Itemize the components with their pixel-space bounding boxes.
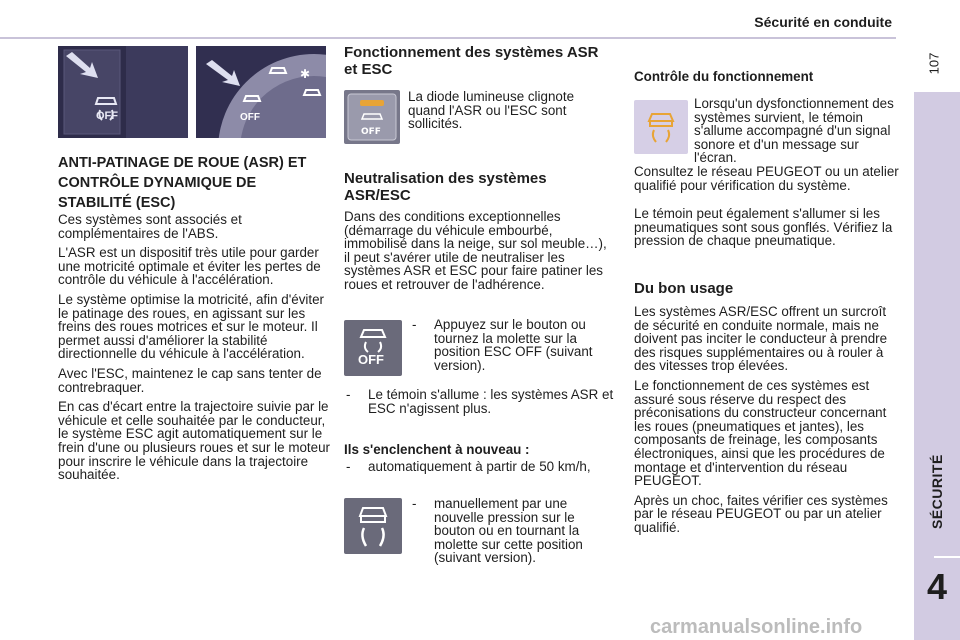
paragraph: Les systèmes ASR/ESC offrent un surcroît de sécurité en conduite normale, mais ne doivent pas inciter le conducteur à prendre des risques supplémentaires ou à rouler à des vitesses trop élevées. (634, 304, 888, 374)
paragraph: Avec l'ESC, maintenez le cap sans tenter de contrebraquer. (58, 365, 322, 395)
dash-bullet: - (412, 496, 417, 511)
operation-heading: Fonctionnement des systèmes ASR et ESC (344, 44, 599, 78)
neutralisation-text: Dans des conditions exceptionnelles (démarrage du véhicule embourbé, immobilisé dans la neige, sur sol meuble…), il peut s'avérer utile de neutraliser les systèmes ASR et ESC pour faire patiner les roues et retrouver de l'adhérence. (344, 209, 607, 292)
watermark: carmanualsonline.info (650, 616, 863, 638)
off-icon-label: OFF (358, 352, 384, 367)
control-title: Contrôle du fonctionnement (634, 69, 814, 84)
step-2-text: Le témoin s'allume : les systèmes ASR et ESC n'agissent plus. (368, 387, 614, 416)
neutralisation-heading: Neutralisation des systèmes ASR/ESC (344, 170, 547, 204)
chapter-divider (934, 556, 960, 558)
reengage-auto-text: automatiquement à partir de 50 km/h, (368, 459, 591, 474)
paragraph: Le système optimise la motricité, afin d'éviter le patinage des roues, en agissant sur les freins des roues motrices et sur le moteur. Il permet aussi d'améliorer la stabilité directionnelle du véhicule à l'accélération. (58, 291, 325, 362)
esc-dial-photo (196, 46, 326, 138)
car-skid-off-icon (344, 320, 402, 376)
dial-off-label: OFF (240, 112, 260, 123)
usage-body (634, 305, 902, 541)
consult-text: Consultez le réseau PEUGEOT ou un atelier qualifié pour vérification du système. (634, 164, 899, 193)
col1-body (58, 213, 330, 488)
svg-text:OFF: OFF (361, 127, 381, 137)
paragraph: Après un choc, faites vérifier ces systèmes par le réseau PEUGEOT ou par un atelier qualifié. (634, 492, 888, 535)
dash-bullet: - (412, 317, 417, 332)
warning-lamp-icon (634, 100, 688, 154)
asr-esc-led-icon (344, 90, 400, 144)
usage-heading: Du bon usage (634, 280, 734, 297)
reengage-auto (346, 460, 616, 474)
paragraph: En cas d'écart entre la trajectoire suivie par le véhicule et celle souhaitée par le conducteur, le système ESC agit automatiquement sur le frein d'une ou plusieurs roues et sur le moteur pour inscrire le véhicule dans la trajectoire souhaitée. (58, 399, 331, 483)
page-number: 107 (926, 52, 942, 75)
button-illustration (58, 46, 188, 138)
main-section-heading: ANTI-PATINAGE DE ROUE (ASR) ET CONTRÔLE DYNAMIQUE DE STABILITÉ (ESC) (58, 155, 307, 211)
control-text: Lorsqu'un dysfonctionnement des systèmes survient, le témoin s'allume accompagné d'un signal sonore et d'un message sur l'écran. (694, 96, 894, 166)
reengage-manual-text: manuellement par une nouvelle pression sur le bouton ou en tournant la molette sur cette position (suivant version). (434, 496, 583, 566)
esc-off-button-photo (58, 46, 188, 138)
step-1-text: Appuyez sur le bouton ou tournez la molette sur la position ESC OFF (suivant version). (434, 317, 593, 373)
reengage-title: Ils s'enclenchent à nouveau : (344, 442, 530, 457)
paragraph: L'ASR est un dispositif très utile pour garder une motricité optimale et éviter les pertes de contrôle du véhicule à l'accélération. (58, 245, 321, 288)
step-1 (412, 318, 612, 372)
button-off-label: OFF (96, 110, 118, 122)
led-button-icon (344, 90, 400, 144)
car-skid-icon (344, 498, 402, 554)
reengage-manual (412, 497, 612, 565)
col1-heading-wrap (58, 153, 328, 213)
svg-text:✱: ✱ (300, 67, 311, 81)
dash-bullet: - (346, 387, 351, 402)
tyres-text: Le témoin peut également s'allumer si les pneumatiques sont sous gonflés. Vérifiez la pression de chaque pneumatique. (634, 206, 893, 249)
header-rule (0, 37, 896, 39)
chapter-label: SÉCURITÉ (929, 454, 945, 529)
dash-bullet: - (346, 459, 351, 474)
chapter-number: 4 (926, 566, 948, 607)
dial-illustration (196, 46, 326, 138)
skid-warning-icon (634, 100, 688, 154)
esc-off-button-icon (344, 320, 402, 376)
paragraph: Ces systèmes sont associés et complémentaires de l'ABS. (58, 212, 242, 241)
running-header: Sécurité en conduite (754, 14, 892, 30)
diode-text: La diode lumineuse clignote quand l'ASR ou l'ESC sont sollicités. (408, 89, 575, 132)
paragraph: Le fonctionnement de ces systèmes est assuré sous réserve du respect des préconisations du constructeur concernant les roues (pneumatiques et jantes), les composants de freinage, les composants électroniques, ainsi que les procédures de montage et d'intervention du réseau PEUGEOT. (634, 377, 887, 489)
step-2 (346, 388, 616, 415)
skid-icon (344, 498, 402, 554)
